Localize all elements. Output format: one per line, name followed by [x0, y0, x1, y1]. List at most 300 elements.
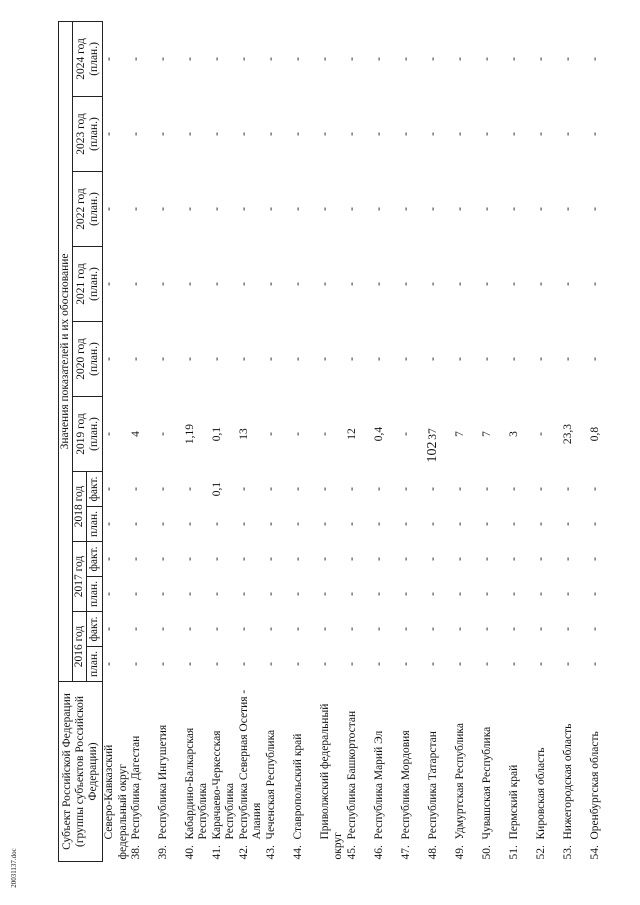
value-cell: - — [264, 662, 277, 666]
value-cell: - — [210, 627, 223, 631]
value-cell: - — [507, 57, 520, 61]
value-cell: - — [507, 522, 520, 526]
value-cell: 1,19 — [183, 423, 196, 445]
value-cell: - — [210, 132, 223, 136]
value-cell: - — [426, 207, 439, 211]
fact-header: факт. — [87, 472, 103, 507]
value-cell: - — [372, 207, 385, 211]
value-cell: - — [480, 557, 493, 561]
value-cell: - — [156, 207, 169, 211]
value-cell: - — [507, 132, 520, 136]
value-cell: - — [588, 132, 601, 136]
row-number: 52. — [534, 845, 547, 860]
value-cell: - — [103, 132, 116, 136]
value-cell: - — [183, 207, 196, 211]
value-cell: 4 — [129, 431, 142, 437]
subject-name: Чувашская Республика — [480, 726, 493, 840]
value-cell: - — [156, 282, 169, 286]
value-cell: - — [399, 432, 412, 436]
value-cell: - — [534, 432, 547, 436]
year-header-2022: 2022 год (план.) — [73, 172, 103, 247]
value-cell: - — [561, 592, 574, 596]
value-cell: - — [507, 557, 520, 561]
fact-header: факт. — [87, 612, 103, 647]
value-cell: - — [588, 592, 601, 596]
value-cell: - — [237, 207, 250, 211]
value-cell: - — [103, 627, 116, 631]
value-cell: 23,3 — [561, 423, 574, 445]
value-cell: - — [561, 207, 574, 211]
subject-name: Республика Дагестан — [129, 735, 142, 840]
subject-cell — [535, 682, 562, 862]
value-cell: - — [264, 627, 277, 631]
value-cell: - — [318, 357, 331, 361]
value-cell: - — [345, 357, 358, 361]
value-cell: - — [399, 57, 412, 61]
value-cell: - — [129, 627, 142, 631]
value-cell: - — [453, 592, 466, 596]
year-header-2019: 2019 год (план.) — [73, 397, 103, 472]
plan-header: план. — [87, 507, 103, 542]
value-cell: - — [156, 132, 169, 136]
subject-cell — [589, 682, 616, 862]
row-number: 39. — [156, 845, 169, 860]
value-cell: 0,1 — [210, 426, 223, 442]
value-cell: - — [183, 662, 196, 666]
value-cell: - — [534, 357, 547, 361]
value-cell: - — [318, 627, 331, 631]
subject-name: Республика Марий Эл — [372, 730, 385, 840]
value-cell: - — [399, 662, 412, 666]
value-cell: - — [372, 282, 385, 286]
value-cell: - — [588, 282, 601, 286]
table-row — [427, 21, 454, 861]
table-row — [481, 21, 508, 861]
value-cell: - — [372, 557, 385, 561]
value-cell: - — [399, 557, 412, 561]
table-row — [535, 21, 562, 861]
row-number: 49. — [453, 845, 466, 860]
value-cell: - — [534, 282, 547, 286]
value-cell: - — [561, 132, 574, 136]
value-cell: 3 — [507, 431, 520, 437]
table-row — [238, 21, 265, 861]
year-header-2021: 2021 год (план.) — [73, 247, 103, 322]
value-cell: - — [399, 592, 412, 596]
value-cell: - — [183, 282, 196, 286]
value-cell: - — [453, 282, 466, 286]
value-cell: - — [507, 592, 520, 596]
value-cell: - — [318, 662, 331, 666]
value-cell: - — [588, 57, 601, 61]
value-cell: - — [534, 627, 547, 631]
table-row — [130, 21, 157, 861]
value-cell: - — [210, 522, 223, 526]
subject-cell — [211, 682, 238, 862]
table-row — [508, 21, 535, 861]
value-cell: - — [237, 57, 250, 61]
value-cell: - — [561, 522, 574, 526]
subject-name: Северо-Кавказский федеральный округ — [103, 744, 129, 860]
value-cell: 37 — [426, 428, 439, 440]
value-cell: - — [480, 522, 493, 526]
subject-cell — [562, 682, 589, 862]
value-cell: - — [399, 132, 412, 136]
value-cell: - — [183, 557, 196, 561]
row-number: 40. — [183, 845, 196, 860]
value-cell: - — [453, 207, 466, 211]
value-cell: - — [318, 57, 331, 61]
table-row — [346, 21, 373, 861]
value-cell: - — [507, 282, 520, 286]
value-cell: - — [345, 132, 358, 136]
value-cell: - — [399, 522, 412, 526]
value-cell: - — [426, 522, 439, 526]
value-cell: 13 — [237, 428, 250, 440]
subject-name: Приволжский федеральный округ — [318, 703, 345, 860]
year-header-2017: 2017 год — [73, 542, 87, 612]
value-cell: - — [534, 132, 547, 136]
value-cell: - — [480, 132, 493, 136]
value-cell: - — [318, 487, 331, 491]
subject-cell — [400, 682, 427, 862]
value-cell: - — [399, 282, 412, 286]
table-row — [454, 21, 481, 861]
row-number: 44. — [291, 845, 304, 860]
value-cell: - — [588, 487, 601, 491]
subject-cell — [508, 682, 535, 862]
value-cell: - — [453, 57, 466, 61]
table-row — [103, 21, 130, 861]
value-cell: - — [291, 57, 304, 61]
value-cell: - — [156, 522, 169, 526]
value-cell: - — [129, 57, 142, 61]
value-cell: - — [399, 627, 412, 631]
values-title-header: Значения показателей и их обоснование — [59, 21, 73, 681]
row-number: 41. — [210, 845, 223, 860]
value-cell: - — [318, 132, 331, 136]
value-cell: - — [345, 487, 358, 491]
subject-name: Республика Мордовия — [399, 730, 412, 840]
value-cell: - — [426, 132, 439, 136]
value-cell: - — [237, 282, 250, 286]
value-cell: - — [345, 662, 358, 666]
rotated-table-container — [58, 22, 615, 862]
value-cell: - — [372, 592, 385, 596]
value-cell: - — [103, 207, 116, 211]
subject-cell — [373, 682, 400, 862]
subject-cell — [103, 682, 130, 862]
row-number: 47. — [399, 845, 412, 860]
value-cell: - — [345, 592, 358, 596]
table-row — [292, 21, 319, 861]
subject-name: Карачаево-Черкесская Республика — [210, 730, 237, 840]
value-cell: - — [237, 627, 250, 631]
value-cell: - — [480, 357, 493, 361]
value-cell: 12 — [345, 428, 358, 440]
year-header-2020: 2020 год (план.) — [73, 322, 103, 397]
subject-name: Оренбургская область — [588, 731, 601, 840]
subject-cell — [427, 682, 454, 862]
value-cell: - — [561, 662, 574, 666]
value-cell: - — [318, 432, 331, 436]
value-cell: 7 — [453, 431, 466, 437]
value-cell: - — [399, 357, 412, 361]
value-cell: - — [534, 207, 547, 211]
value-cell: - — [183, 522, 196, 526]
value-cell: - — [507, 207, 520, 211]
value-cell: - — [453, 357, 466, 361]
value-cell: - — [534, 522, 547, 526]
value-cell: - — [318, 522, 331, 526]
value-cell: - — [183, 592, 196, 596]
subject-name: Удмуртская Республика — [453, 723, 466, 840]
value-cell: - — [291, 282, 304, 286]
value-cell: - — [291, 522, 304, 526]
value-cell: - — [183, 487, 196, 491]
subject-cell — [130, 682, 157, 862]
value-cell: - — [237, 557, 250, 561]
value-cell: - — [426, 357, 439, 361]
value-cell: - — [399, 207, 412, 211]
value-cell: - — [291, 592, 304, 596]
value-cell: - — [103, 557, 116, 561]
value-cell: - — [426, 592, 439, 596]
value-cell: - — [318, 282, 331, 286]
value-cell: - — [426, 282, 439, 286]
value-cell: - — [561, 627, 574, 631]
value-cell: - — [291, 557, 304, 561]
value-cell: - — [372, 357, 385, 361]
value-cell: 0,8 — [588, 426, 601, 442]
value-cell: - — [588, 557, 601, 561]
indicators-table — [58, 21, 616, 862]
table-row — [373, 21, 400, 861]
value-cell: 7 — [480, 431, 493, 437]
value-cell: - — [156, 487, 169, 491]
value-cell: - — [507, 662, 520, 666]
value-cell: - — [453, 662, 466, 666]
value-cell: - — [210, 557, 223, 561]
subject-name: Республика Татарстан — [426, 731, 439, 840]
value-cell: - — [237, 487, 250, 491]
row-number: 46. — [372, 845, 385, 860]
value-cell: - — [156, 432, 169, 436]
value-cell: - — [534, 487, 547, 491]
value-cell: - — [129, 282, 142, 286]
value-cell: - — [588, 522, 601, 526]
value-cell: - — [237, 357, 250, 361]
plan-header: план. — [87, 577, 103, 612]
value-cell: - — [291, 662, 304, 666]
value-cell: - — [264, 57, 277, 61]
value-cell: - — [453, 557, 466, 561]
subject-column-header: Субъект Российской Федерации (группы субъектов Российской Федерации) — [59, 682, 103, 862]
value-cell: - — [183, 57, 196, 61]
subject-cell — [184, 682, 211, 862]
value-cell: - — [129, 357, 142, 361]
value-cell: - — [507, 487, 520, 491]
value-cell: - — [264, 432, 277, 436]
value-cell: - — [291, 487, 304, 491]
row-number: 38. — [129, 845, 142, 860]
value-cell: - — [372, 57, 385, 61]
value-cell: - — [588, 207, 601, 211]
value-cell: - — [534, 592, 547, 596]
year-header-2023: 2023 год (план.) — [73, 97, 103, 172]
table-body — [103, 21, 616, 861]
value-cell: - — [264, 207, 277, 211]
value-cell: - — [372, 132, 385, 136]
value-cell: - — [129, 207, 142, 211]
value-cell: - — [264, 557, 277, 561]
year-header-2018: 2018 год — [73, 472, 87, 542]
value-cell: - — [480, 207, 493, 211]
value-cell: - — [345, 557, 358, 561]
value-cell: - — [129, 662, 142, 666]
subject-cell — [238, 682, 265, 862]
value-cell: - — [103, 522, 116, 526]
value-cell: - — [264, 357, 277, 361]
subject-cell — [292, 682, 319, 862]
value-cell: - — [210, 57, 223, 61]
value-cell: - — [103, 432, 116, 436]
row-number: 50. — [480, 845, 493, 860]
row-number: 48. — [426, 845, 439, 860]
value-cell: 0,4 — [372, 426, 385, 442]
value-cell: - — [103, 57, 116, 61]
value-cell: - — [103, 357, 116, 361]
table-row — [157, 21, 184, 861]
value-cell: - — [210, 662, 223, 666]
value-cell: - — [264, 522, 277, 526]
value-cell: - — [291, 432, 304, 436]
value-cell: - — [103, 662, 116, 666]
value-cell: - — [372, 627, 385, 631]
value-cell: - — [588, 627, 601, 631]
value-cell: - — [453, 522, 466, 526]
value-cell: - — [480, 57, 493, 61]
value-cell: - — [453, 627, 466, 631]
row-number: 53. — [561, 845, 574, 860]
table-row — [589, 21, 616, 861]
year-header-2016: 2016 год — [73, 612, 87, 682]
value-cell: - — [561, 557, 574, 561]
value-cell: - — [318, 557, 331, 561]
value-cell: - — [480, 627, 493, 631]
value-cell: - — [264, 282, 277, 286]
table-row — [562, 21, 589, 861]
row-number: 43. — [264, 845, 277, 860]
value-cell: - — [426, 57, 439, 61]
value-cell: - — [399, 487, 412, 491]
value-cell: - — [453, 132, 466, 136]
value-cell: - — [237, 592, 250, 596]
value-cell: - — [237, 132, 250, 136]
subject-cell — [157, 682, 184, 862]
subject-name: Республика Северная Осетия - Алания — [237, 689, 264, 840]
file-label: 20031137.doc — [10, 848, 18, 888]
value-cell: - — [372, 662, 385, 666]
value-cell: - — [426, 557, 439, 561]
value-cell: - — [561, 357, 574, 361]
value-cell: - — [480, 282, 493, 286]
value-cell: - — [291, 357, 304, 361]
value-cell: - — [345, 282, 358, 286]
value-cell: - — [480, 487, 493, 491]
value-cell: - — [183, 357, 196, 361]
value-cell: - — [264, 487, 277, 491]
subject-cell — [481, 682, 508, 862]
value-cell: - — [210, 357, 223, 361]
value-cell: - — [291, 207, 304, 211]
value-cell: - — [318, 207, 331, 211]
subject-name: Нижегородская область — [561, 723, 574, 840]
value-cell: - — [129, 592, 142, 596]
value-cell: - — [183, 627, 196, 631]
row-number: 42. — [237, 845, 250, 860]
subject-name: Республика Ингушетия — [156, 724, 169, 840]
table-row — [184, 21, 211, 861]
value-cell: - — [103, 487, 116, 491]
value-cell: - — [210, 592, 223, 596]
value-cell: - — [561, 282, 574, 286]
subject-name: Пермский край — [507, 764, 520, 840]
value-cell: - — [129, 487, 142, 491]
value-cell: - — [507, 627, 520, 631]
row-number: 54. — [588, 845, 601, 860]
page-number: 102 — [425, 441, 440, 463]
value-cell: - — [210, 282, 223, 286]
subject-name: Чеченская Республика — [264, 729, 277, 840]
value-cell: - — [103, 592, 116, 596]
value-cell: - — [480, 662, 493, 666]
value-cell: - — [129, 557, 142, 561]
value-cell: - — [291, 627, 304, 631]
value-cell: - — [561, 487, 574, 491]
value-cell: - — [345, 57, 358, 61]
subject-cell — [319, 682, 346, 862]
value-cell: - — [345, 207, 358, 211]
subject-name: Ставропольский край — [291, 733, 304, 840]
value-cell: - — [426, 627, 439, 631]
year-header-2024: 2024 год (план.) — [73, 21, 103, 96]
value-cell: - — [534, 57, 547, 61]
value-cell: - — [237, 662, 250, 666]
value-cell: - — [210, 207, 223, 211]
value-cell: - — [561, 57, 574, 61]
plan-header: план. — [87, 647, 103, 682]
value-cell: - — [183, 132, 196, 136]
value-cell: - — [156, 662, 169, 666]
value-cell: - — [291, 132, 304, 136]
row-number: 51. — [507, 845, 520, 860]
value-cell: - — [534, 662, 547, 666]
value-cell: - — [345, 627, 358, 631]
subject-name: Республика Башкортостан — [345, 710, 358, 840]
value-cell: - — [372, 487, 385, 491]
value-cell: - — [264, 132, 277, 136]
table-row — [319, 21, 346, 861]
value-cell: - — [345, 522, 358, 526]
value-cell: - — [156, 592, 169, 596]
table-row — [265, 21, 292, 861]
subject-cell — [454, 682, 481, 862]
value-cell: - — [426, 487, 439, 491]
value-cell: 0,1 — [210, 481, 223, 497]
value-cell: - — [156, 57, 169, 61]
value-cell: - — [318, 592, 331, 596]
